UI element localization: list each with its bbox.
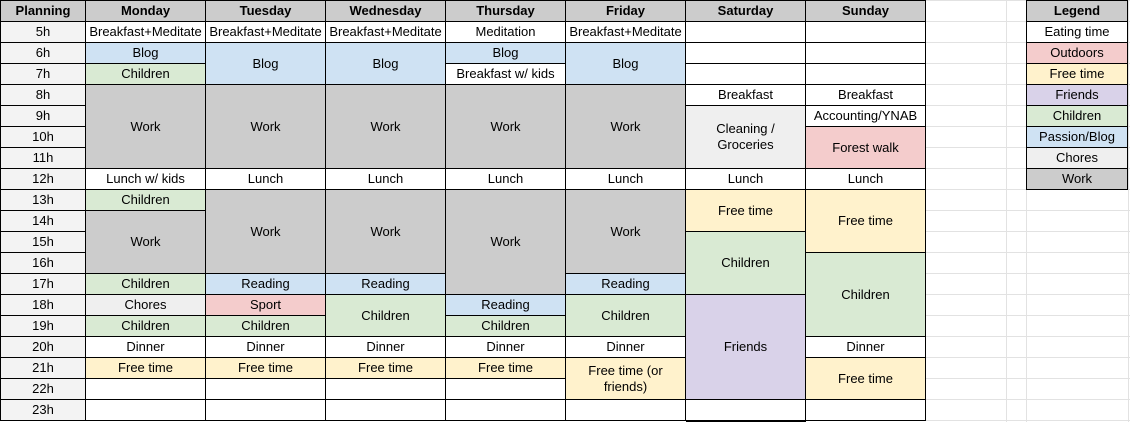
hour-label-6h[interactable]: 6h — [1, 43, 86, 64]
event-children[interactable]: Children — [206, 316, 326, 337]
event-children[interactable]: Children — [86, 316, 206, 337]
hour-label-15h[interactable]: 15h — [1, 232, 86, 253]
event-dinner[interactable]: Dinner — [86, 337, 206, 358]
legend-item-passion-blog[interactable]: Passion/Blog — [1027, 127, 1128, 148]
event-reading[interactable]: Reading — [206, 274, 326, 295]
event-dinner[interactable]: Dinner — [446, 337, 566, 358]
day-header-thursday[interactable]: Thursday — [446, 1, 566, 22]
legend-item-free-time[interactable]: Free time — [1027, 64, 1128, 85]
event-lunch[interactable]: Lunch — [446, 169, 566, 190]
event-breakfast-meditate[interactable]: Breakfast+Meditate — [206, 22, 326, 43]
event-free-time[interactable]: Free time — [326, 358, 446, 379]
event-work[interactable]: Work — [326, 85, 446, 169]
event-breakfast[interactable]: Breakfast — [806, 85, 926, 106]
hour-label-10h[interactable]: 10h — [1, 127, 86, 148]
empty-cell-tuesday[interactable] — [206, 400, 326, 421]
day-header-tuesday[interactable]: Tuesday — [206, 1, 326, 22]
event-meditation[interactable]: Meditation — [446, 22, 566, 43]
event-work[interactable]: Work — [86, 85, 206, 169]
event-reading[interactable]: Reading — [446, 295, 566, 316]
empty-cell-wednesday[interactable] — [326, 400, 446, 421]
legend-item-children[interactable]: Children — [1027, 106, 1128, 127]
event-dinner[interactable]: Dinner — [806, 337, 926, 358]
day-header-wednesday[interactable]: Wednesday — [326, 1, 446, 22]
hour-label-19h[interactable]: 19h — [1, 316, 86, 337]
day-header-sunday[interactable]: Sunday — [806, 1, 926, 22]
hour-label-20h[interactable]: 20h — [1, 337, 86, 358]
event-breakfast-w-kids[interactable]: Breakfast w/ kids — [446, 64, 566, 85]
event-lunch-w-kids[interactable]: Lunch w/ kids — [86, 169, 206, 190]
empty-cell-sunday[interactable] — [806, 22, 926, 43]
event-lunch[interactable]: Lunch — [326, 169, 446, 190]
event-free-time[interactable]: Free time — [86, 358, 206, 379]
hour-label-11h[interactable]: 11h — [1, 148, 86, 169]
empty-cell-saturday[interactable] — [686, 22, 806, 43]
hour-label-12h[interactable]: 12h — [1, 169, 86, 190]
event-dinner[interactable]: Dinner — [566, 337, 686, 358]
event-children[interactable]: Children — [86, 274, 206, 295]
event-breakfast[interactable]: Breakfast — [686, 85, 806, 106]
empty-cell-thursday[interactable] — [446, 379, 566, 400]
event-work[interactable]: Work — [566, 190, 686, 274]
event-children[interactable]: Children — [326, 295, 446, 337]
legend-item-work[interactable]: Work — [1027, 169, 1128, 190]
event-work[interactable]: Work — [86, 211, 206, 274]
event-dinner[interactable]: Dinner — [206, 337, 326, 358]
event-children[interactable]: Children — [806, 253, 926, 337]
event-sport[interactable]: Sport — [206, 295, 326, 316]
event-free-time[interactable]: Free time — [686, 190, 806, 232]
event-children[interactable]: Children — [446, 316, 566, 337]
empty-cell-monday[interactable] — [86, 379, 206, 400]
event-lunch[interactable]: Lunch — [566, 169, 686, 190]
event-free-time[interactable]: Free time — [446, 358, 566, 379]
event-reading[interactable]: Reading — [566, 274, 686, 295]
day-header-monday[interactable]: Monday — [86, 1, 206, 22]
hour-label-5h[interactable]: 5h — [1, 22, 86, 43]
hour-label-22h[interactable]: 22h — [1, 379, 86, 400]
event-lunch[interactable]: Lunch — [206, 169, 326, 190]
event-blog[interactable]: Blog — [566, 43, 686, 85]
event-blog[interactable]: Blog — [206, 43, 326, 85]
event-work[interactable]: Work — [206, 85, 326, 169]
hour-label-14h[interactable]: 14h — [1, 211, 86, 232]
event-blog[interactable]: Blog — [326, 43, 446, 85]
event-work[interactable]: Work — [326, 190, 446, 274]
empty-cell-monday[interactable] — [86, 400, 206, 421]
legend-item-friends[interactable]: Friends — [1027, 85, 1128, 106]
event-chores[interactable]: Chores — [86, 295, 206, 316]
event-children[interactable]: Children — [86, 64, 206, 85]
event-breakfast-meditate[interactable]: Breakfast+Meditate — [86, 22, 206, 43]
event-lunch[interactable]: Lunch — [686, 169, 806, 190]
hour-label-13h[interactable]: 13h — [1, 190, 86, 211]
event-dinner[interactable]: Dinner — [326, 337, 446, 358]
planning-header[interactable]: Planning — [1, 1, 86, 22]
empty-cell-sunday[interactable] — [806, 64, 926, 85]
event-accounting-ynab[interactable]: Accounting/YNAB — [806, 106, 926, 127]
empty-cell-sunday[interactable] — [806, 43, 926, 64]
event-work[interactable]: Work — [446, 85, 566, 169]
empty-cell-wednesday[interactable] — [326, 379, 446, 400]
event-breakfast-meditate[interactable]: Breakfast+Meditate — [566, 22, 686, 43]
empty-cell-friday[interactable] — [566, 400, 686, 421]
event-free-time[interactable]: Free time — [806, 358, 926, 400]
empty-cell-tuesday[interactable] — [206, 379, 326, 400]
hour-label-8h[interactable]: 8h — [1, 85, 86, 106]
hour-label-16h[interactable]: 16h — [1, 253, 86, 274]
empty-cell-saturday[interactable] — [686, 64, 806, 85]
empty-cell-thursday[interactable] — [446, 400, 566, 421]
event-children[interactable]: Children — [566, 295, 686, 337]
event-reading[interactable]: Reading — [326, 274, 446, 295]
event-work[interactable]: Work — [566, 85, 686, 169]
day-header-friday[interactable]: Friday — [566, 1, 686, 22]
event-work[interactable]: Work — [206, 190, 326, 274]
event-blog[interactable]: Blog — [86, 43, 206, 64]
empty-cell-sunday[interactable] — [806, 400, 926, 421]
event-children[interactable]: Children — [686, 232, 806, 295]
event-friends[interactable]: Friends — [686, 295, 806, 400]
hour-label-18h[interactable]: 18h — [1, 295, 86, 316]
event-lunch[interactable]: Lunch — [806, 169, 926, 190]
legend-item-eating-time[interactable]: Eating time — [1027, 22, 1128, 43]
event-free-time-or-friends[interactable]: Free time (or friends) — [566, 358, 686, 400]
event-children[interactable]: Children — [86, 190, 206, 211]
hour-label-23h[interactable]: 23h — [1, 400, 86, 421]
empty-cell-saturday[interactable] — [686, 400, 806, 421]
hour-label-17h[interactable]: 17h — [1, 274, 86, 295]
legend-item-outdoors[interactable]: Outdoors — [1027, 43, 1128, 64]
hour-label-21h[interactable]: 21h — [1, 358, 86, 379]
event-free-time[interactable]: Free time — [806, 190, 926, 253]
legend-title[interactable]: Legend — [1027, 1, 1128, 22]
hour-label-9h[interactable]: 9h — [1, 106, 86, 127]
event-free-time[interactable]: Free time — [206, 358, 326, 379]
event-blog[interactable]: Blog — [446, 43, 566, 64]
event-cleaning-groceries[interactable]: Cleaning / Groceries — [686, 106, 806, 169]
legend-item-chores[interactable]: Chores — [1027, 148, 1128, 169]
empty-cell-saturday[interactable] — [686, 43, 806, 64]
event-work[interactable]: Work — [446, 190, 566, 295]
event-breakfast-meditate[interactable]: Breakfast+Meditate — [326, 22, 446, 43]
hour-label-7h[interactable]: 7h — [1, 64, 86, 85]
day-header-saturday[interactable]: Saturday — [686, 1, 806, 22]
event-forest-walk[interactable]: Forest walk — [806, 127, 926, 169]
